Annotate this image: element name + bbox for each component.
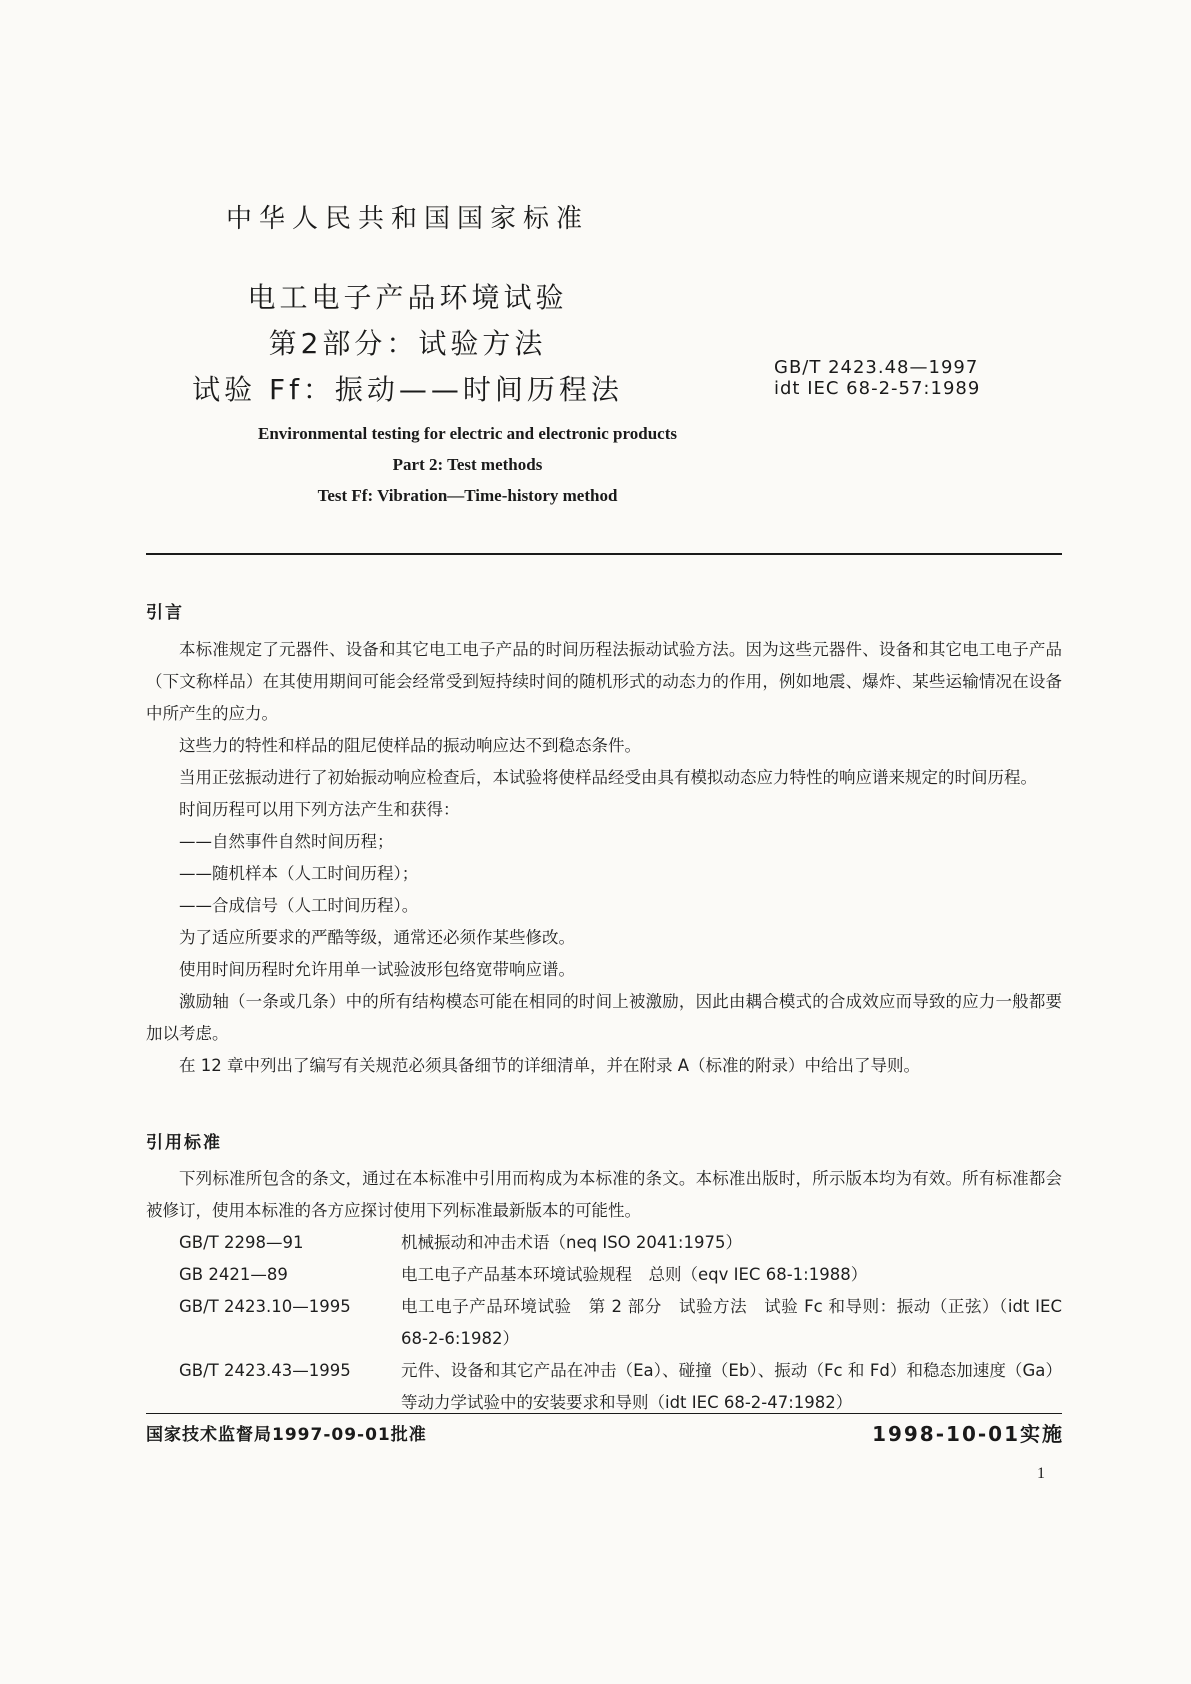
header-divider (146, 553, 1062, 555)
reference-item (146, 1259, 1062, 1291)
intro-paragraph: 为了适应所要求的严酷等级，通常还必须作某些修改。 (179, 928, 575, 947)
refs-intro-paragraph: 下列标准所包含的条文，通过在本标准中引用而构成为本标准的条文。本标准出版时，所示版本均为有效。所有标准都会被修订，使用本标准的各方应探讨使用下列标准最新版本的可能性。 (146, 1169, 1062, 1220)
standard-code: GB/T 2423.48—1997 (774, 357, 979, 378)
english-title-line-2: Part 2: Test methods (392, 455, 543, 474)
reference-code: GB/T 2298—91 (179, 1233, 304, 1252)
footer-divider (146, 1413, 1062, 1414)
reference-item (146, 1291, 1062, 1355)
reference-title: 元件、设备和其它产品在冲击（Ea）、碰撞（Eb）、振动（Fc 和 Fd）和稳态加速度（Ga）等动力学试验中的安装要求和导则（idt IEC 68-2-47:1982） (401, 1361, 1062, 1412)
intro-paragraph: 这些力的特性和样品的阻尼使样品的振动响应达不到稳态条件。 (179, 736, 641, 755)
title-line-3: 试验 Ff：振动——时间历程法 (192, 373, 623, 406)
national-standard-title: 中华人民共和国国家标准 (225, 204, 589, 234)
page-number: 1 (1037, 1465, 1045, 1482)
intro-paragraph: 在 12 章中列出了编写有关规范必须具备细节的详细清单，并在附录 A（标准的附录）中给出了导则。 (179, 1056, 921, 1075)
intro-paragraph: 使用时间历程时允许用单一试验波形包络宽带响应谱。 (179, 960, 575, 979)
refs-heading: 引用标准 (146, 1133, 222, 1153)
intro-body (146, 634, 1062, 1082)
intro-paragraph: 时间历程可以用下列方法产生和获得： (179, 800, 460, 819)
intro-paragraph: 当用正弦振动进行了初始振动响应检查后，本试验将使样品经受由具有模拟动态应力特性的响应谱来规定的时间历程。 (179, 768, 1037, 787)
reference-item (146, 1355, 1062, 1419)
reference-code: GB/T 2423.43—1995 (179, 1361, 351, 1380)
reference-title: 电工电子产品基本环境试验规程 总则（eqv IEC 68-1:1988） (401, 1265, 868, 1284)
intro-heading: 引言 (146, 603, 184, 623)
implementation-date: 1998-10-01实施 (872, 1422, 1064, 1446)
english-title-line-1: Environmental testing for electric and electronic products (258, 424, 677, 443)
approval-date: 国家技术监督局1997-09-01批准 (146, 1425, 427, 1445)
reference-code: GB/T 2423.10—1995 (179, 1297, 351, 1316)
intro-paragraph: 激励轴（一条或几条）中的所有结构模态可能在相同的时间上被激励，因此由耦合模式的合成效应而导致的应力一般都要加以考虑。 (146, 992, 1062, 1043)
title-line-2: 第2部分：试验方法 (268, 327, 547, 360)
standard-idt: idt IEC 68-2-57:1989 (774, 378, 981, 399)
title-line-1: 电工电子产品环境试验 (247, 281, 568, 314)
reference-title: 电工电子产品环境试验 第 2 部分 试验方法 试验 Fc 和导则：振动（正弦）（idt IEC 68-2-6:1982） (401, 1297, 1062, 1348)
intro-list-item: ——随机样本（人工时间历程）； (179, 864, 419, 883)
english-title-line-3: Test Ff: Vibration—Time-history method (317, 486, 618, 505)
refs-body (146, 1163, 1062, 1419)
reference-code: GB 2421—89 (179, 1265, 288, 1284)
reference-title: 机械振动和冲击术语（neq ISO 2041:1975） (401, 1233, 742, 1252)
intro-list-item: ——合成信号（人工时间历程）。 (179, 896, 419, 915)
intro-paragraph: 本标准规定了元器件、设备和其它电工电子产品的时间历程法振动试验方法。因为这些元器件、设备和其它电工电子产品（下文称样品）在其使用期间可能会经常受到短持续时间的随机形式的动态力的作用，例如地震、爆炸、某些运输情况在设备中所产生的应力。 (146, 640, 1062, 723)
reference-item (146, 1227, 1062, 1259)
intro-list-item: ——自然事件自然时间历程； (179, 832, 394, 851)
